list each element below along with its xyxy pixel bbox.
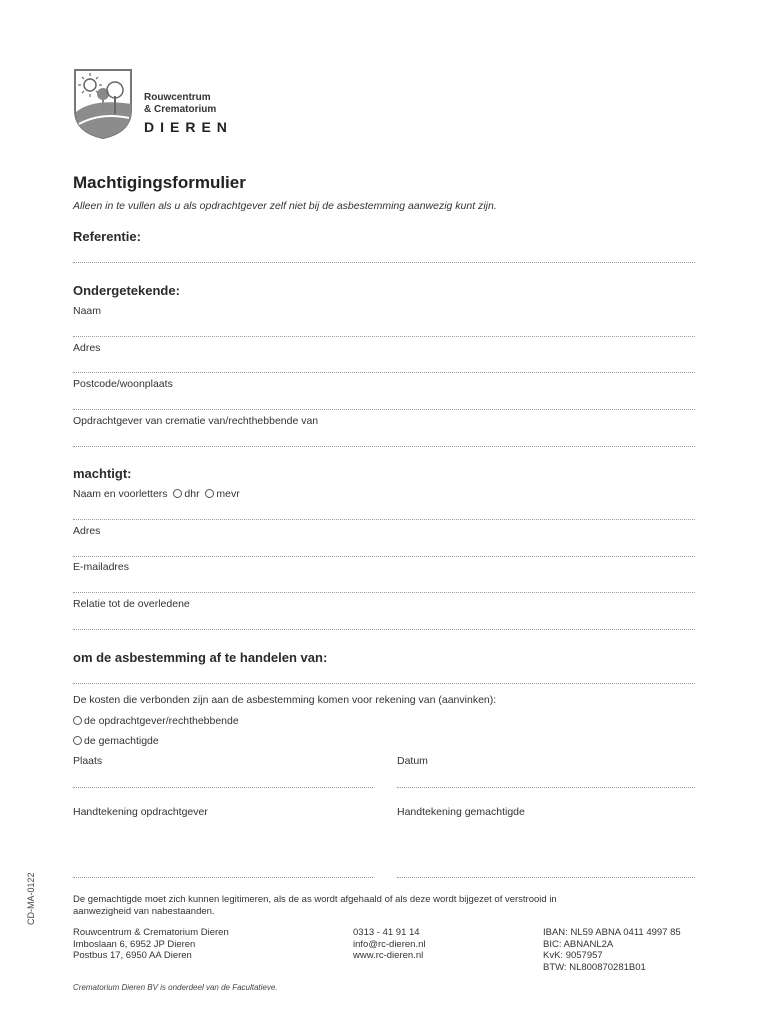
handtekening-opdrachtgever-label: Handtekening opdrachtgever [73,806,208,818]
optie-gemachtigde-row[interactable] [73,735,159,747]
handtekening-gemachtigde-field[interactable] [397,877,695,878]
footer-address [73,927,229,962]
footer-address-line: Postbus 17, 6950 AA Dieren [73,950,192,961]
gemachtigde-adres-field[interactable] [73,556,695,557]
footer-address-line: Rouwcentrum & Crematorium Dieren [73,927,229,938]
footer-btw: BTW: NL800870281B01 [543,961,646,973]
legitimatie-note [73,894,673,918]
gemachtigde-naam-label: Naam en voorletters [73,488,168,500]
logo [73,68,133,140]
footer-phone: 0313 - 41 91 14 [353,927,420,938]
opdrachtgever-label: Opdrachtgever van crematie van/rechthebbende van [73,415,319,427]
referentie-heading: Referentie: [73,229,141,244]
naam-field[interactable] [73,336,695,337]
brand-name-lines [144,92,216,116]
opdrachtgever-option-label: de opdrachtgever/rechthebbende [84,715,239,727]
landscape-sun-tree-icon [73,68,133,140]
footer-email-link[interactable]: info@rc-dieren.nl [353,938,426,950]
machtigt-heading: machtigt: [73,466,132,481]
note-line-1: De gemachtigde moet zich kunnen legitimeren, als de as wordt afgehaald of als deze wordt bijgezet of verstrooid in [73,894,557,905]
gemachtigde-radio[interactable] [73,736,82,745]
relatie-field[interactable] [73,629,695,630]
gemachtigde-adres-label: Adres [73,525,101,537]
gemachtigde-naam-row [73,488,240,500]
footer-website-link[interactable]: www.rc-dieren.nl [353,950,424,961]
document-code: CD-MA-0122 [26,872,36,925]
gemachtigde-option-label: de gemachtigde [84,735,159,747]
handtekening-opdrachtgever-field[interactable] [73,877,373,878]
ondergetekende-heading: Ondergetekende: [73,283,180,298]
brand-name: DIEREN [144,119,233,135]
page-subtitle: Alleen in te vullen als u als opdrachtgever zelf niet bij de asbestemming aanwezig kunt zijn. [73,200,497,212]
adres-label: Adres [73,342,101,354]
referentie-field[interactable] [73,262,695,263]
naam-label: Naam [73,305,102,317]
plaats-field[interactable] [73,787,373,788]
footer-bank [543,927,681,973]
footer-address-line: Imboslaan 6, 6952 JP Dieren [73,938,196,950]
footer-tagline: Crematorium Dieren BV is onderdeel van de Facultatieve. [73,983,278,992]
opdrachtgever-radio[interactable] [73,716,82,725]
page-title: Machtigingsformulier [73,173,246,192]
kosten-label: De kosten die verbonden zijn aan de asbestemming komen voor rekening van (aanvinken): [73,694,497,706]
plaats-label: Plaats [73,755,103,767]
datum-label: Datum [397,755,428,767]
relatie-label: Relatie tot de overledene [73,598,190,610]
optie-opdrachtgever-row[interactable] [73,715,239,727]
gemachtigde-naam-field[interactable] [73,519,695,520]
postcode-field[interactable] [73,409,695,410]
footer-bic: BIC: ABNANL2A [543,938,614,950]
dhr-label: dhr [184,488,200,500]
postcode-label: Postcode/woonplaats [73,378,173,390]
adres-field[interactable] [73,372,695,373]
mevr-label: mevr [216,488,240,500]
asbestemming-field[interactable] [73,683,695,684]
mevr-radio[interactable] [205,489,214,498]
footer-contact [353,927,425,962]
email-field[interactable] [73,592,695,593]
opdrachtgever-field[interactable] [73,446,695,447]
brand-line-1: Rouwcentrum [144,92,211,103]
email-label: E-mailadres [73,561,130,573]
footer-iban: IBAN: NL59 ABNA 0411 4997 85 [543,927,681,938]
handtekening-gemachtigde-label: Handtekening gemachtigde [397,806,525,818]
datum-field[interactable] [397,787,695,788]
asbestemming-heading: om de asbestemming af te handelen van: [73,650,328,665]
dhr-radio[interactable] [173,489,182,498]
note-line-2: aanwezigheid van nabestaanden. [73,906,215,917]
brand-line-2: & Crematorium [144,104,217,115]
footer-kvk: KvK: 9057957 [543,950,603,961]
